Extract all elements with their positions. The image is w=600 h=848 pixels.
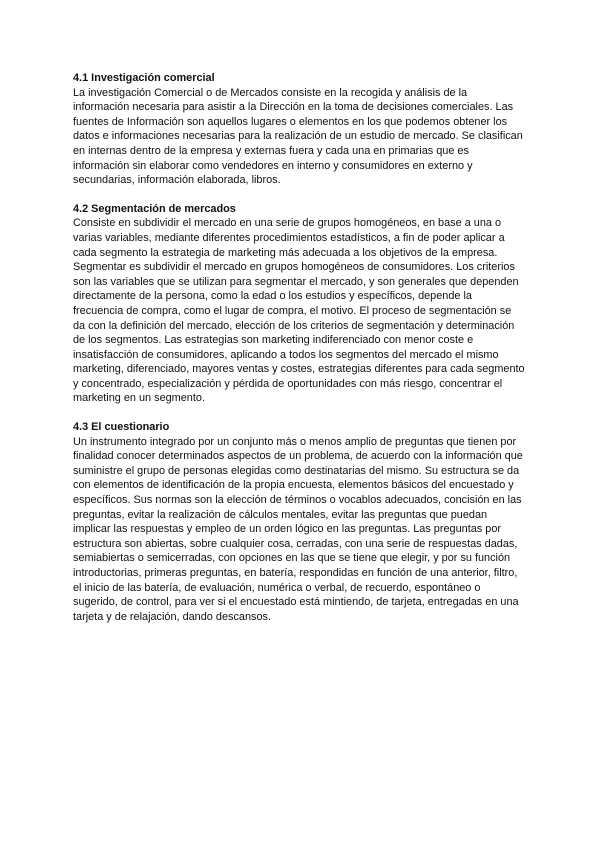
section-investigacion-comercial: [73, 71, 525, 188]
section-heading: 4.2 Segmentación de mercados: [73, 202, 236, 215]
section-paragraph: Consiste en subdividir el mercado en una serie de grupos homogéneos, en base a una o varias variables, mediante diferentes procedimientos estadísticos, a fin de poder aplicar a cada segmento la estrategia de marketing más adecuada a los objetivos de la empresa. Segmentar es subdividir el mercado en grupos homogéneos de consumidores. Los criterios son las variables que se utilizan para segmentar el mercado, y son generales que dependen directamente de la persona, como la edad o los estudios y específicos, depende la frecuencia de compra, como el lugar de compra, el motivo. El proceso de segmentación se da con la definición del mercado, elección de los criterios de segmentación y determinación de los segmentos. Las estrategias son marketing indiferenciado con menor coste e insatisfacción de consumidores, aplicando a todos los segmentos del mercado el mismo marketing, diferenciado, mayores ventas y costes, estrategias diferentes para cada segmento y concentrado, especialización y pérdida de oportunidades con más riesgo, concentrar el marketing en un segmento.: [73, 217, 525, 405]
section-paragraph: La investigación Comercial o de Mercados consiste en la recogida y análisis de la información necesaria para asistir a la Dirección en la toma de decisiones comerciales. Las fuentes de Información son aquellos lugares o elementos en los que podemos obtener los datos e informaciones necesarias para la realización de un estudio de mercado. Se clasifican en internas dentro de la empresa y externas fuera y cada una en primarias que es información sin elaborar como vendedores en interno y consumidores en externo y secundarias, información elaborada, libros.: [73, 86, 523, 187]
section-heading: 4.3 El cuestionario: [73, 421, 170, 434]
section-cuestionario: [73, 420, 525, 624]
section-segmentacion-mercados: [73, 202, 525, 406]
document-page: [73, 71, 525, 638]
section-heading: 4.1 Investigación comercial: [73, 72, 215, 84]
section-paragraph: Un instrumento integrado por un conjunto más o menos amplio de preguntas que tienen por finalidad conocer determinados aspectos de un problema, de acuerdo con la información que suministre el grupo de personas elegidas como destinatarias del mismo. Su estructura se da con elementos de identificación de la propia encuesta, elementos básicos del encuestado y específicos. Sus normas son la elección de términos o vocablos adecuados, concisión en las preguntas, evitar la realización de cálculos mentales, evitar las preguntas que puedan implicar las respuestas y empleo de un orden lógico en las preguntas. Las preguntas por estructura son abiertas, sobre cualquier cosa, cerradas, con una serie de respuestas dadas, semiabiertas o semicerradas, con opciones en las que se tiene que elegir, y por su función introductorias, primeras preguntas, en batería, respondidas en función de una anterior, filtro, el inicio de las batería, de evaluación, numérica o verbal, de recuerdo, espontáneo o sugerido, de control, para ver si el encuestado está mintiendo, de tarjeta, entregadas en una tarjeta y de relajación, dando descansos.: [73, 435, 523, 623]
